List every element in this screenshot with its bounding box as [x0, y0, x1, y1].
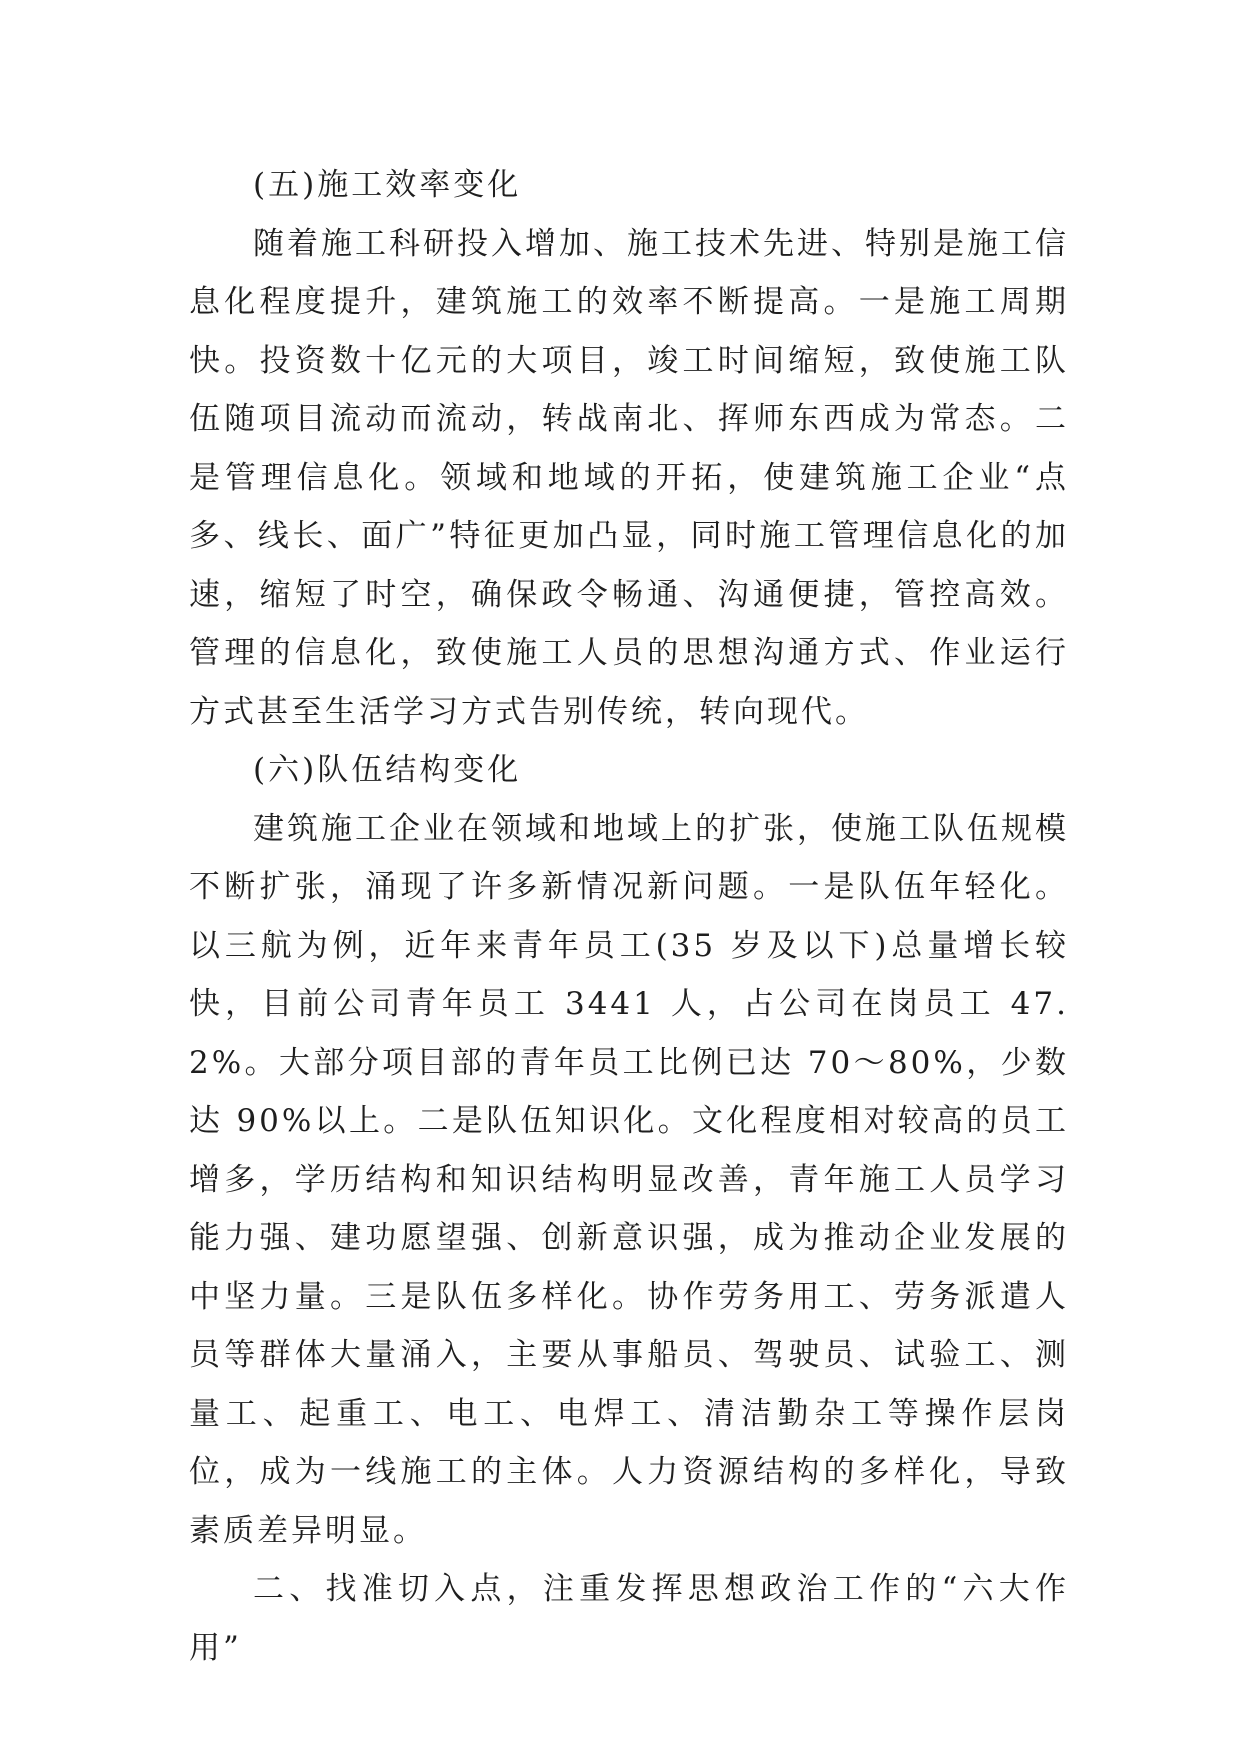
- section-heading-6: (六)队伍结构变化: [253, 752, 522, 788]
- paragraph-team-structure: 建筑施工企业在领域和地域上的扩张，使施工队伍规模不断扩张，涌现了许多新情况新问题。一是队伍年轻化。以三航为例，近年来青年员工(35 岁及以下)总量增长较快，目前公司青年员工 3441 人，占公司在岗员工 47.2%。大部分项目部的青年员工比例已达 70～80%，少数达 90%以上。二是队伍知识化。文化程度相对较高的员工增多，学历结构和知识结构明显改善，青年施工人员学习能力强、建功愿望强、创新意识强，成为推动企业发展的中坚力量。三是队伍多样化。协作劳务用工、劳务派遣人员等群体大量涌入，主要从事船员、驾驶员、试验工、测量工、起重工、电工、电焊工、清洁勤杂工等操作层岗位，成为一线施工的主体。人力资源结构的多样化，导致素质差异明显。: [189, 810, 1069, 1549]
- paragraph-efficiency: 随着施工科研投入增加、施工技术先进、特别是施工信息化程度提升，建筑施工的效率不断提高。一是施工周期快。投资数十亿元的大项目，竣工时间缩短，致使施工队伍随项目流动而流动，转战南北、挥师东西成为常态。二是管理信息化。领域和地域的开拓，使建筑施工企业“点多、线长、面广”特征更加凸显，同时施工管理信息化的加速，缩短了时空，确保政令畅通、沟通便捷，管控高效。管理的信息化，致使施工人员的思想沟通方式、作业运行方式甚至生活学习方式告别传统，转向现代。: [189, 225, 1069, 730]
- document-body: [189, 156, 1069, 1677]
- chapter-heading-2: 二、找准切入点，注重发挥思想政治工作的“六大作用”: [189, 1571, 1069, 1666]
- section-heading-5: (五)施工效率变化: [253, 167, 522, 203]
